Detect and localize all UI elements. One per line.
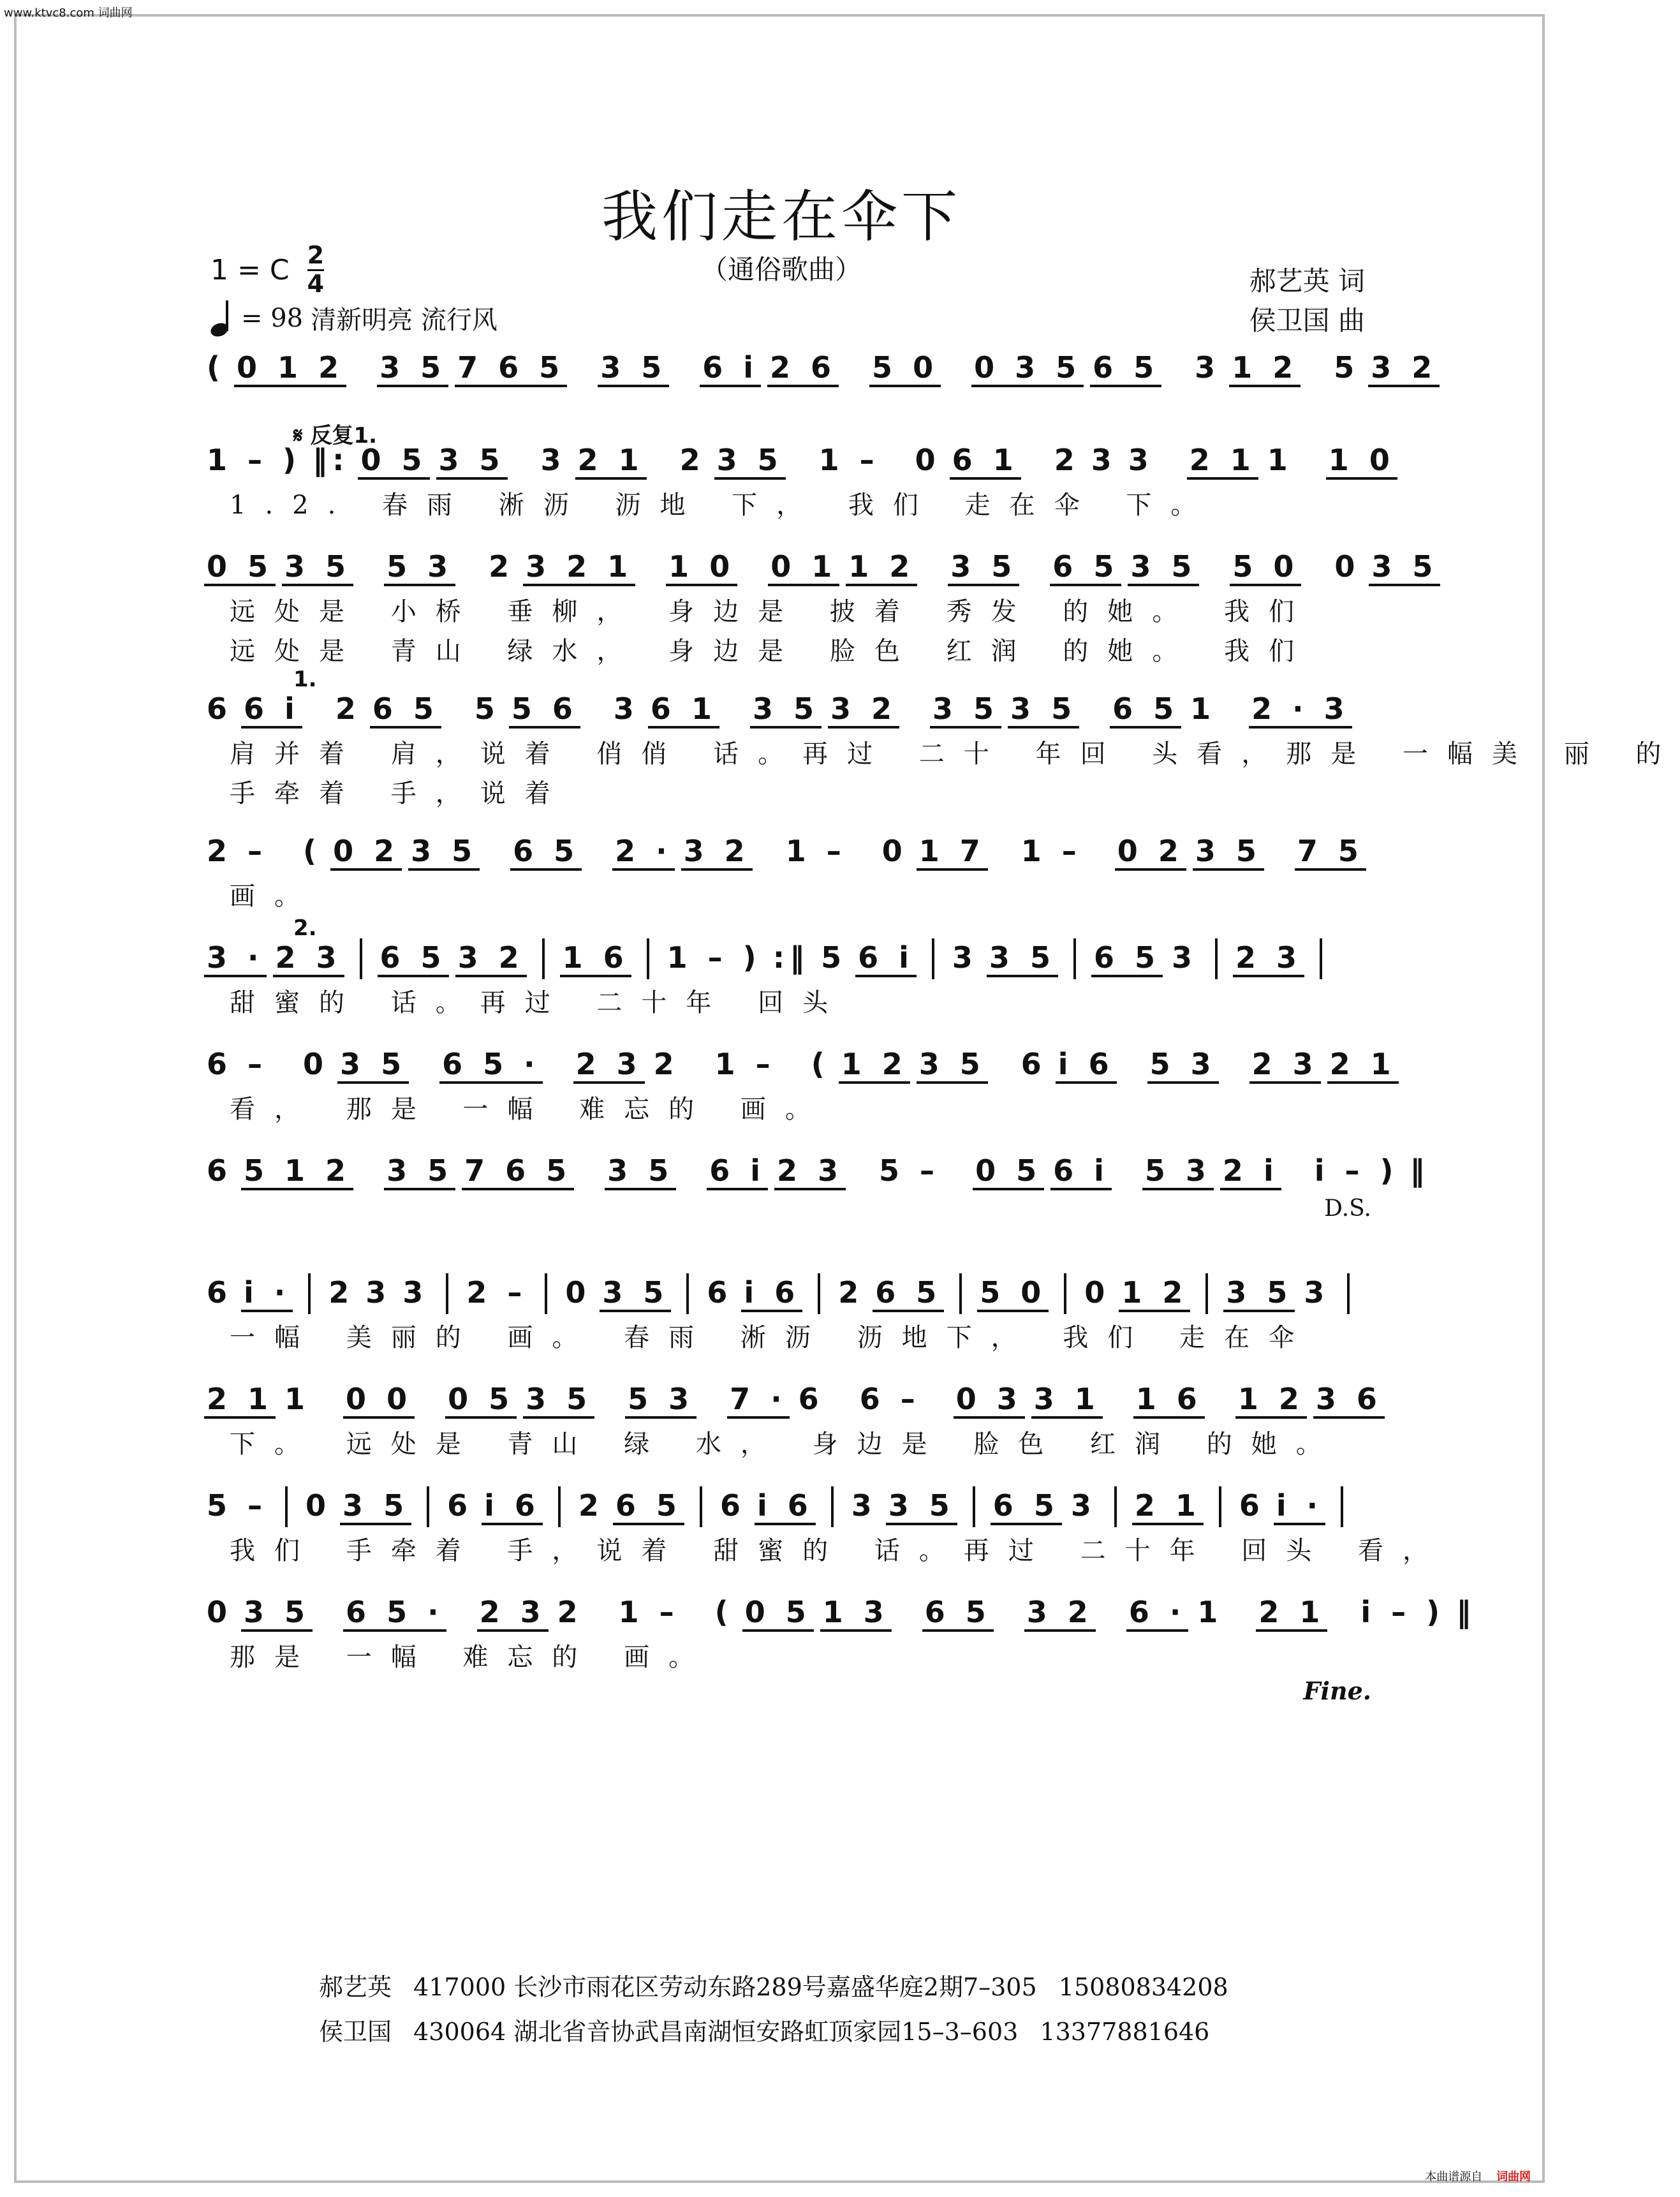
note-group: 3 5 <box>523 1382 594 1419</box>
note-group: 0 5 <box>204 549 276 586</box>
note-group: 3 5 <box>340 1488 411 1525</box>
note-group: 5 <box>821 940 847 975</box>
note-group: 1 2 <box>1235 1382 1307 1419</box>
note-group: 6 <box>1021 1046 1047 1081</box>
note-group: 3 <box>365 1275 392 1310</box>
note-group: 2 <box>1054 442 1080 477</box>
address-phone: 15080834208 <box>1058 1973 1228 2001</box>
footer-brand: 词曲网 <box>1496 2170 1531 2184</box>
note-group: 3 5 <box>408 834 480 871</box>
note-group: i · <box>241 1275 293 1312</box>
tempo-style: 清新明亮 流行风 <box>311 306 497 335</box>
lyrics-line: 我们 手牵着 手，说着 甜蜜的 话。再过 二十年 回头 看， <box>230 1536 1448 1565</box>
note-group: i – ) <box>1360 1594 1445 1629</box>
note-group: 0 1 <box>768 549 839 586</box>
note-group: 3 5 <box>1008 692 1079 729</box>
note-group: 6 <box>719 1488 746 1523</box>
note-group: 3 <box>613 691 639 726</box>
barline <box>973 1486 975 1527</box>
credits <box>1249 262 1365 341</box>
note-group: 0 <box>565 1275 591 1310</box>
fine-marking: Fine. <box>1303 1676 1371 1705</box>
note-group: 3 5 <box>948 549 1019 586</box>
note-group: 5 3 <box>1147 1047 1219 1084</box>
note-group: 1 3 <box>820 1595 892 1632</box>
note-group: 0 2 <box>330 834 402 871</box>
note-group: 6 5 <box>873 1275 944 1312</box>
note-group: 0 <box>207 1594 233 1629</box>
note-group: 0 3 <box>954 1382 1025 1419</box>
note-group: 6 1 <box>950 443 1021 480</box>
note-group: 0 <box>915 442 941 477</box>
note-group: 3 5 <box>1369 549 1440 586</box>
note-group: 3 <box>851 1488 877 1523</box>
note-group: 3 5 <box>917 1047 988 1084</box>
note-group: 7 6 5 <box>462 1153 574 1190</box>
note-group: 3 5 <box>241 1595 313 1632</box>
note-group: 2 3 <box>1233 940 1304 977</box>
note-group: 5 3 <box>1142 1153 1214 1190</box>
score <box>204 344 1680 1705</box>
note-group: 6 <box>707 1275 733 1310</box>
note-group: 3 5 <box>282 549 353 586</box>
lyrics-line: 甜蜜的 话。再过 二十年 回头 <box>230 988 848 1017</box>
note-group: ( <box>303 833 322 868</box>
note-group: 2 1 <box>1132 1488 1204 1525</box>
note-group: 3 5 <box>987 940 1058 977</box>
note-group: 6 5 <box>1090 350 1161 387</box>
note-group: 2 1 <box>204 1382 276 1419</box>
note-group: 2 1 <box>1327 1047 1399 1084</box>
notation-row <box>204 544 1438 591</box>
note-group: 5 <box>1334 350 1360 385</box>
note-group: 2 <box>653 1046 679 1081</box>
note-group: 1 2 <box>1229 350 1301 387</box>
note-group: 0 0 <box>343 1382 415 1419</box>
lyrics-line: 看， 那是 一幅 难忘的 画。 <box>230 1095 830 1124</box>
lyrics-line: 一幅 美丽的 画。 春雨 淅沥 沥地下， 我们 走在伞 <box>230 1323 1314 1352</box>
note-group: 1 2 <box>846 549 917 586</box>
notation-row <box>204 1376 1382 1424</box>
note-group: 2 · <box>612 834 675 871</box>
note-group: 2 <box>679 442 705 477</box>
lyrics-line: 远处是 青山 绿水， 身边是 脸色 红润 的她。 我们 <box>230 637 1314 666</box>
address-name: 侯卫国 <box>319 2018 392 2046</box>
note-group: 6 <box>798 1381 824 1416</box>
note-group: 3 5 <box>598 350 669 387</box>
address-line <box>319 1965 1242 2009</box>
note-group: ‖: <box>313 442 350 477</box>
note-group: 6 i <box>855 940 917 977</box>
note-group: 5 0 <box>1230 549 1301 586</box>
barline <box>360 938 362 979</box>
note-group: 3 1 <box>1031 1382 1103 1419</box>
note-group: 6 i <box>241 692 302 729</box>
lyrics-line: 那是 一幅 难忘的 画。 <box>230 1643 714 1672</box>
note-group: 2 3 <box>1249 1047 1321 1084</box>
note-group: 1 6 <box>560 940 631 977</box>
barline <box>959 1273 962 1314</box>
note-group: 2 6 <box>767 350 839 387</box>
notation-row <box>204 1269 1371 1317</box>
note-group: 3 6 <box>1313 1382 1385 1419</box>
tempo-marking <box>210 300 497 336</box>
note-group: 5 <box>474 691 500 726</box>
notation-row <box>204 344 1438 392</box>
ds-marking: D.S. <box>1324 1195 1371 1222</box>
footer-source <box>1425 2168 1531 2184</box>
note-group: 5 1 2 <box>241 1153 353 1190</box>
barline <box>1320 938 1322 979</box>
note-group: 0 <box>303 1046 329 1081</box>
composer-credit: 侯卫国 曲 <box>1249 305 1365 336</box>
note-group: 6 5 <box>378 940 449 977</box>
note-group: 2 <box>838 1275 864 1310</box>
note-group: 3 5 <box>886 1488 957 1525</box>
notation-row <box>204 828 1371 876</box>
note-group: 6 i <box>700 350 761 387</box>
address-phone: 13377881646 <box>1040 2018 1210 2046</box>
note-group: 2 i <box>1220 1153 1281 1190</box>
note-group: 3 <box>1128 442 1154 477</box>
note-group: 3 5 <box>436 443 508 480</box>
note-group: 0 5 <box>973 1153 1044 1190</box>
note-group: ‖ <box>1410 1153 1430 1188</box>
note-group: 6 <box>207 691 233 726</box>
barline <box>647 938 649 979</box>
key-label: 1 = C <box>210 253 290 286</box>
note-group: 0 5 <box>445 1382 517 1419</box>
note-group: 3 <box>952 940 978 975</box>
barline <box>932 938 934 979</box>
note-group: 1 – <box>714 1046 776 1081</box>
lyrics-line: 手牵着 手，说着 <box>230 779 570 808</box>
note-group: 3 5 <box>600 1275 671 1312</box>
note-group: 2 <box>328 1275 355 1310</box>
barline <box>1341 1486 1343 1527</box>
note-group: 2 – <box>207 833 268 868</box>
notation-row <box>204 935 1371 982</box>
note-group: 3 5 <box>377 350 448 387</box>
note-group: 3 <box>1195 350 1221 385</box>
song-subtitle: （通俗歌曲） <box>700 254 862 285</box>
note-group: 2 3 <box>477 1595 549 1632</box>
note-group: 5 0 <box>977 1275 1049 1312</box>
note-group: 6 5 <box>370 692 441 729</box>
barline <box>285 1486 288 1527</box>
repeat-marker: 2. <box>293 915 317 941</box>
note-group: 6 5 · <box>343 1595 446 1632</box>
note-group: 3 <box>1304 1275 1330 1310</box>
note-group: 1 2 <box>839 1047 910 1084</box>
note-group: 6 – <box>859 1381 920 1416</box>
lyrics-line: 远处是 小桥 垂柳， 身边是 披着 秀发 的她。 我们 <box>230 597 1314 626</box>
barline <box>1064 1273 1066 1314</box>
note-group: 2 1 <box>1256 1595 1327 1632</box>
note-group: 3 5 <box>337 1047 409 1084</box>
note-group: 0 2 <box>1115 834 1186 871</box>
note-group: 6 · <box>1126 1595 1189 1632</box>
barline <box>1215 938 1218 979</box>
note-group: 6 5 <box>991 1488 1062 1525</box>
repeat-marker: 1. <box>293 667 317 692</box>
note-group: 5 6 <box>509 692 580 729</box>
note-group: i 6 <box>482 1488 543 1525</box>
note-group: 7 6 5 <box>455 350 567 387</box>
note-group: 1 6 <box>1133 1382 1205 1419</box>
note-group: 0 3 5 <box>971 350 1084 387</box>
meter-bottom: 4 <box>307 269 325 298</box>
quarter-note-icon <box>210 300 233 336</box>
address-name: 郝艺英 <box>319 1973 392 2001</box>
note-group: ( <box>207 350 226 385</box>
note-group: 6 5 <box>510 834 582 871</box>
barline <box>446 1273 448 1314</box>
note-group: 6 <box>207 1153 233 1188</box>
note-group: 3 5 <box>930 692 1001 729</box>
note-group: 3 5 <box>384 1153 455 1190</box>
note-group: 5 – <box>879 1153 940 1188</box>
note-group: 2 <box>578 1488 604 1523</box>
notation-row <box>204 1148 1430 1195</box>
barline <box>558 1486 561 1527</box>
notation-row <box>204 686 1371 734</box>
lyricist-credit: 郝艺英 词 <box>1249 265 1365 297</box>
key-signature <box>210 242 324 298</box>
note-group: 6 <box>1239 1488 1265 1523</box>
note-group: 2 1 <box>575 443 647 480</box>
note-group: 6 <box>207 1275 233 1310</box>
note-group: 6 1 <box>648 692 719 729</box>
note-group: 1 – <box>618 1594 679 1629</box>
note-group: ‖ <box>1456 1594 1477 1629</box>
lyrics-line: 下。 远处是 青山 绿 水， 身边是 脸色 红润 的她。 <box>230 1430 1341 1459</box>
note-group: 6 5 <box>1050 549 1121 586</box>
site-tag: www.ktvc8.com 词曲网 <box>4 6 133 20</box>
note-group: 3 2 <box>681 834 753 871</box>
note-group: 5 0 <box>869 350 941 387</box>
barline <box>545 1273 547 1314</box>
note-group: 3 2 <box>828 692 899 729</box>
note-group: 2 – <box>466 1275 527 1310</box>
note-group: 3 <box>1070 1488 1096 1523</box>
note-group: 1 0 <box>666 549 737 586</box>
note-group: 3 5 <box>750 692 822 729</box>
barline <box>686 1273 689 1314</box>
note-group: 2 3 <box>273 940 344 977</box>
note-group: 6 5 <box>1091 940 1163 977</box>
note-group: i 6 <box>755 1488 816 1525</box>
tempo-bpm: = 98 <box>241 303 304 333</box>
note-group: 6 5 <box>1110 692 1181 729</box>
note-group: 2 1 <box>1187 443 1258 480</box>
note-group: 2 3 <box>774 1153 846 1190</box>
note-group: 0 <box>1334 549 1360 584</box>
address-text: 417000 长沙市雨花区劳动东路289号嘉盛华庭2期7–305 <box>413 1973 1037 2001</box>
note-group: 2 3 <box>573 1047 645 1084</box>
note-group: 5 – <box>207 1488 268 1523</box>
note-group: 2 <box>489 549 515 584</box>
note-group: i – ) <box>1314 1153 1399 1188</box>
note-group: 3 5 <box>1128 549 1199 586</box>
barline <box>1205 1273 1208 1314</box>
lyrics-line: 肩并着 肩，说着 俏俏 话。再过 二十 年回 头看，那是 一幅美 丽 的 <box>230 739 1680 769</box>
barline <box>1219 1486 1221 1527</box>
note-group: 2 · 3 <box>1249 692 1352 729</box>
note-group: 1 – <box>818 442 880 477</box>
note-group: i · <box>1274 1488 1325 1525</box>
note-group: 2 <box>335 691 361 726</box>
notation-row <box>204 437 1395 485</box>
lyrics-line: 画。 <box>230 882 319 911</box>
barline <box>427 1486 429 1527</box>
note-group: 3 5 <box>714 443 786 480</box>
notation-row <box>204 1041 1396 1089</box>
note-group: 3 5 <box>1193 834 1264 871</box>
note-group: 3 2 <box>1368 350 1440 387</box>
note-group: 6 5 <box>613 1488 684 1525</box>
note-group: 6 5 · <box>439 1047 543 1084</box>
note-group: 1 <box>1267 442 1293 477</box>
note-group: ( <box>714 1594 733 1629</box>
note-group: 3 <box>1171 940 1197 975</box>
note-group: 1 – <box>1021 833 1082 868</box>
lyrics-line: 1.2. 春雨 淅沥 沥地 下， 我们 走在伞 下。 <box>230 491 1216 520</box>
note-group: 0 5 <box>742 1595 814 1632</box>
barline <box>1114 1486 1117 1527</box>
note-group: 3 5 <box>605 1153 676 1190</box>
note-group: 6 – <box>207 1046 268 1081</box>
footer-text: 本曲谱源自 <box>1425 2170 1483 2184</box>
song-title: 我们走在伞下 <box>601 184 961 249</box>
note-group: ( <box>811 1046 830 1081</box>
time-signature <box>307 242 324 298</box>
note-group: 3 · <box>204 940 267 977</box>
notation-row <box>204 1483 1371 1530</box>
note-group: 1 – <box>785 833 846 868</box>
address-line <box>319 2009 1242 2054</box>
note-group: 0 5 <box>358 443 429 480</box>
note-group: 3 2 1 <box>523 549 635 586</box>
note-group: 1 2 <box>1119 1275 1190 1312</box>
note-group: 3 5 <box>1223 1275 1295 1312</box>
note-group: 3 <box>402 1275 429 1310</box>
note-group: 6 i <box>1050 1153 1112 1190</box>
note-group: 1 – ) <box>207 442 302 477</box>
note-group: 3 <box>540 442 566 477</box>
notation-row <box>204 1589 1477 1637</box>
note-group: 2 <box>557 1594 583 1629</box>
barline <box>542 938 545 979</box>
barline <box>831 1486 834 1527</box>
note-group: 3 2 <box>455 940 527 977</box>
note-group: 0 <box>881 833 908 868</box>
note-group: 6 5 <box>922 1595 994 1632</box>
note-group: 7 5 <box>1295 834 1366 871</box>
note-group: 3 <box>1091 442 1117 477</box>
note-group: 1 0 <box>1326 443 1397 480</box>
meter-top: 2 <box>307 242 324 271</box>
note-group: 1 <box>284 1381 311 1416</box>
note-group: i 6 <box>1056 1047 1117 1084</box>
repeat-marker: 𝄋 反复1. <box>293 423 378 448</box>
note-group: 1 – ) <box>667 940 762 975</box>
note-group: 1 <box>1190 691 1216 726</box>
note-group: 0 <box>1084 1275 1110 1310</box>
note-group: 1 <box>1197 1594 1223 1629</box>
note-group: 5 3 <box>384 549 455 586</box>
note-group: 1 7 <box>917 834 988 871</box>
note-group: 0 <box>306 1488 332 1523</box>
note-group: 7 · <box>727 1382 790 1419</box>
note-group: 6 i <box>707 1153 768 1190</box>
note-group: 5 3 <box>625 1382 696 1419</box>
barline <box>1347 1273 1350 1314</box>
address-text: 430064 湖北省音协武昌南湖恒安路虹顶家园15–3–603 <box>413 2018 1019 2046</box>
note-group: 6 <box>447 1488 473 1523</box>
note-group: i 6 <box>741 1275 802 1312</box>
barline <box>818 1273 820 1314</box>
note-group: 3 2 <box>1024 1595 1096 1632</box>
contact-addresses <box>319 1965 1242 2054</box>
note-group: 0 1 2 <box>234 350 346 387</box>
note-group: :‖ <box>772 940 810 975</box>
barline <box>308 1273 311 1314</box>
barline <box>1073 938 1076 979</box>
barline <box>700 1486 702 1527</box>
